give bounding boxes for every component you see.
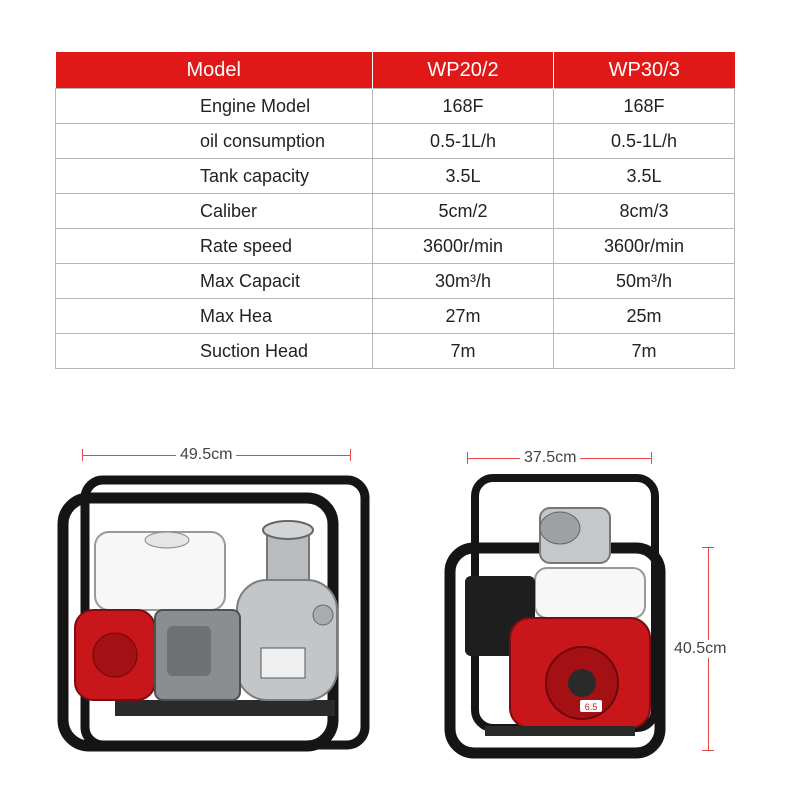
row-label: Suction Head bbox=[56, 334, 373, 369]
carburetor bbox=[167, 626, 211, 676]
table-row bbox=[56, 194, 735, 229]
spec-table bbox=[55, 52, 735, 369]
power-badge-text: 6.5 bbox=[584, 702, 598, 712]
row-value: 0.5-1L/h bbox=[554, 124, 735, 159]
row-value: 8cm/3 bbox=[554, 194, 735, 229]
row-value: 7m bbox=[554, 334, 735, 369]
row-value: 168F bbox=[554, 89, 735, 124]
dimension-tick bbox=[651, 452, 652, 464]
base-plate bbox=[485, 726, 635, 736]
table-row bbox=[56, 264, 735, 299]
starter-hub bbox=[568, 669, 596, 697]
row-value: 27m bbox=[373, 299, 554, 334]
row-value: 5cm/2 bbox=[373, 194, 554, 229]
inlet-port bbox=[313, 605, 333, 625]
table-row bbox=[56, 229, 735, 264]
table-row bbox=[56, 89, 735, 124]
fuel-tank bbox=[535, 568, 645, 618]
dimension-tick bbox=[350, 449, 351, 461]
table-row bbox=[56, 124, 735, 159]
fuel-cap bbox=[145, 532, 189, 548]
row-value: 3600r/min bbox=[554, 229, 735, 264]
header-model: Model bbox=[56, 52, 373, 89]
table-row bbox=[56, 334, 735, 369]
dimension-tick bbox=[702, 750, 714, 751]
row-value: 3.5L bbox=[554, 159, 735, 194]
header-wp30: WP30/3 bbox=[554, 52, 735, 89]
right-width-label: 37.5cm bbox=[520, 449, 580, 467]
row-value: 168F bbox=[373, 89, 554, 124]
row-label: Max Capacit bbox=[56, 264, 373, 299]
outlet-opening bbox=[540, 512, 580, 544]
recoil-starter bbox=[93, 633, 137, 677]
pump-image-right bbox=[440, 468, 670, 768]
row-label: Max Hea bbox=[56, 299, 373, 334]
header-wp20: WP20/2 bbox=[373, 52, 554, 89]
row-value: 7m bbox=[373, 334, 554, 369]
pump-image-left bbox=[55, 470, 370, 760]
row-value: 25m bbox=[554, 299, 735, 334]
left-width-label: 49.5cm bbox=[176, 446, 236, 464]
row-label: oil consumption bbox=[56, 124, 373, 159]
row-label: Engine Model bbox=[56, 89, 373, 124]
pump-label-plate bbox=[261, 648, 305, 678]
row-value: 3.5L bbox=[373, 159, 554, 194]
row-value: 50m³/h bbox=[554, 264, 735, 299]
row-value: 0.5-1L/h bbox=[373, 124, 554, 159]
table-row bbox=[56, 159, 735, 194]
row-label: Caliber bbox=[56, 194, 373, 229]
row-label: Tank capacity bbox=[56, 159, 373, 194]
row-value: 30m³/h bbox=[373, 264, 554, 299]
row-label: Rate speed bbox=[56, 229, 373, 264]
table-header-row bbox=[56, 52, 735, 89]
base-plate bbox=[115, 700, 335, 716]
pump-housing bbox=[237, 580, 337, 700]
row-value: 3600r/min bbox=[373, 229, 554, 264]
right-height-label: 40.5cm bbox=[670, 640, 730, 658]
table-row bbox=[56, 299, 735, 334]
outlet-rim bbox=[263, 521, 313, 539]
